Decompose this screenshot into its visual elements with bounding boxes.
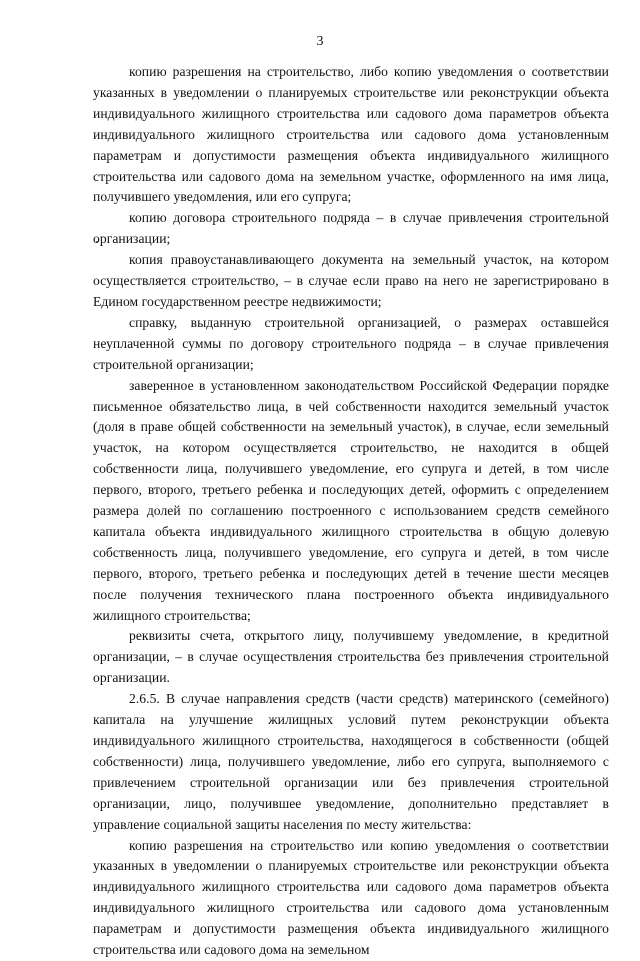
paragraph-ownership-obligation: заверенное в установленном законодательством Российской Федерации порядке письменное обязательство лица, в чей собственности находится земельный участок (доля в праве общей собственности на земельный участок), в случае, если земельный участок, на котором осуществляется строительство, не находится в общей собственности лица, получившего уведомление, его супруга и детей, в том числе первого, второго, третьего ребенка и последующих детей, оформить с определением размера долей по соглашению построенного с использованием средств семейного капитала объекта индивидуального жилищного строительства в общую долевую собственность лица, получившего уведомление, его супруга и детей, в том числе первого, второго, третьего ребенка и последующих детей в течение шести месяцев после получения технического плана построенного объекта индивидуального жилищного строительства; bbox=[93, 377, 609, 623]
document-body bbox=[93, 62, 609, 961]
paragraph-land-title-document: копия правоустанавливающего документа на земельный участок, на котором осуществляется строительство, – в случае если право на него не зарегистрировано в Едином государственном реестре недвижимости; bbox=[93, 252, 609, 309]
paragraph-construction-contract-copy: копию договора строительного подряда – в случае привлечения строительной организации; bbox=[93, 210, 609, 247]
paragraph-building-permit-copy-reconstruction: копию разрешения на строительство или копию уведомления о соответствии указанных в уведомлении о планируемых строительстве или реконструкции объекта индивидуального жилищного строительства или садового дома параметров объекта индивидуального жилищного строительства или садового дома установленным параметрам и допустимости размещения объекта индивидуального жилищного строительства или садового дома на земельном bbox=[93, 837, 609, 958]
paragraph-bank-account-details: реквизиты счета, открытого лицу, получившему уведомление, в кредитной организации, – в случае осуществления строительства без привлечения строительной организации. bbox=[93, 628, 609, 686]
paragraph-building-permit-copy: копию разрешения на строительство, либо копию уведомления о соответствии указанных в уведомлении о планируемых строительстве или реконструкции объекта индивидуального жилищного строительства или садового дома параметров объекта индивидуального жилищного строительства или садового дома установленным параметрам и допустимости размещения объекта индивидуального жилищного строительства или садового дома на земельном участке, оформленного на имя лица, получившего уведомления, или его супруга; bbox=[93, 64, 609, 205]
paragraph-unpaid-amount-certificate: справку, выданную строительной организацией, о размерах оставшейся неуплаченной суммы по договору строительного подряда – в случае привлечения строительной организации; bbox=[93, 314, 609, 372]
section-2-6-5: 2.6.5. В случае направления средств (части средств) материнского (семейного) капитала на улучшение жилищных условий путем реконструкции объекта индивидуального жилищного строительства, находящегося в собственности (общей собственности) лица, получившего уведомление, либо его супруга, выполняемого с привлечением строительной организации или без привлечения строительной организации, лицо, получившее уведомление, дополнительно представляет в управление социальной защиты населения по месту жительства: bbox=[93, 691, 609, 832]
page-number: 3 bbox=[316, 34, 324, 49]
